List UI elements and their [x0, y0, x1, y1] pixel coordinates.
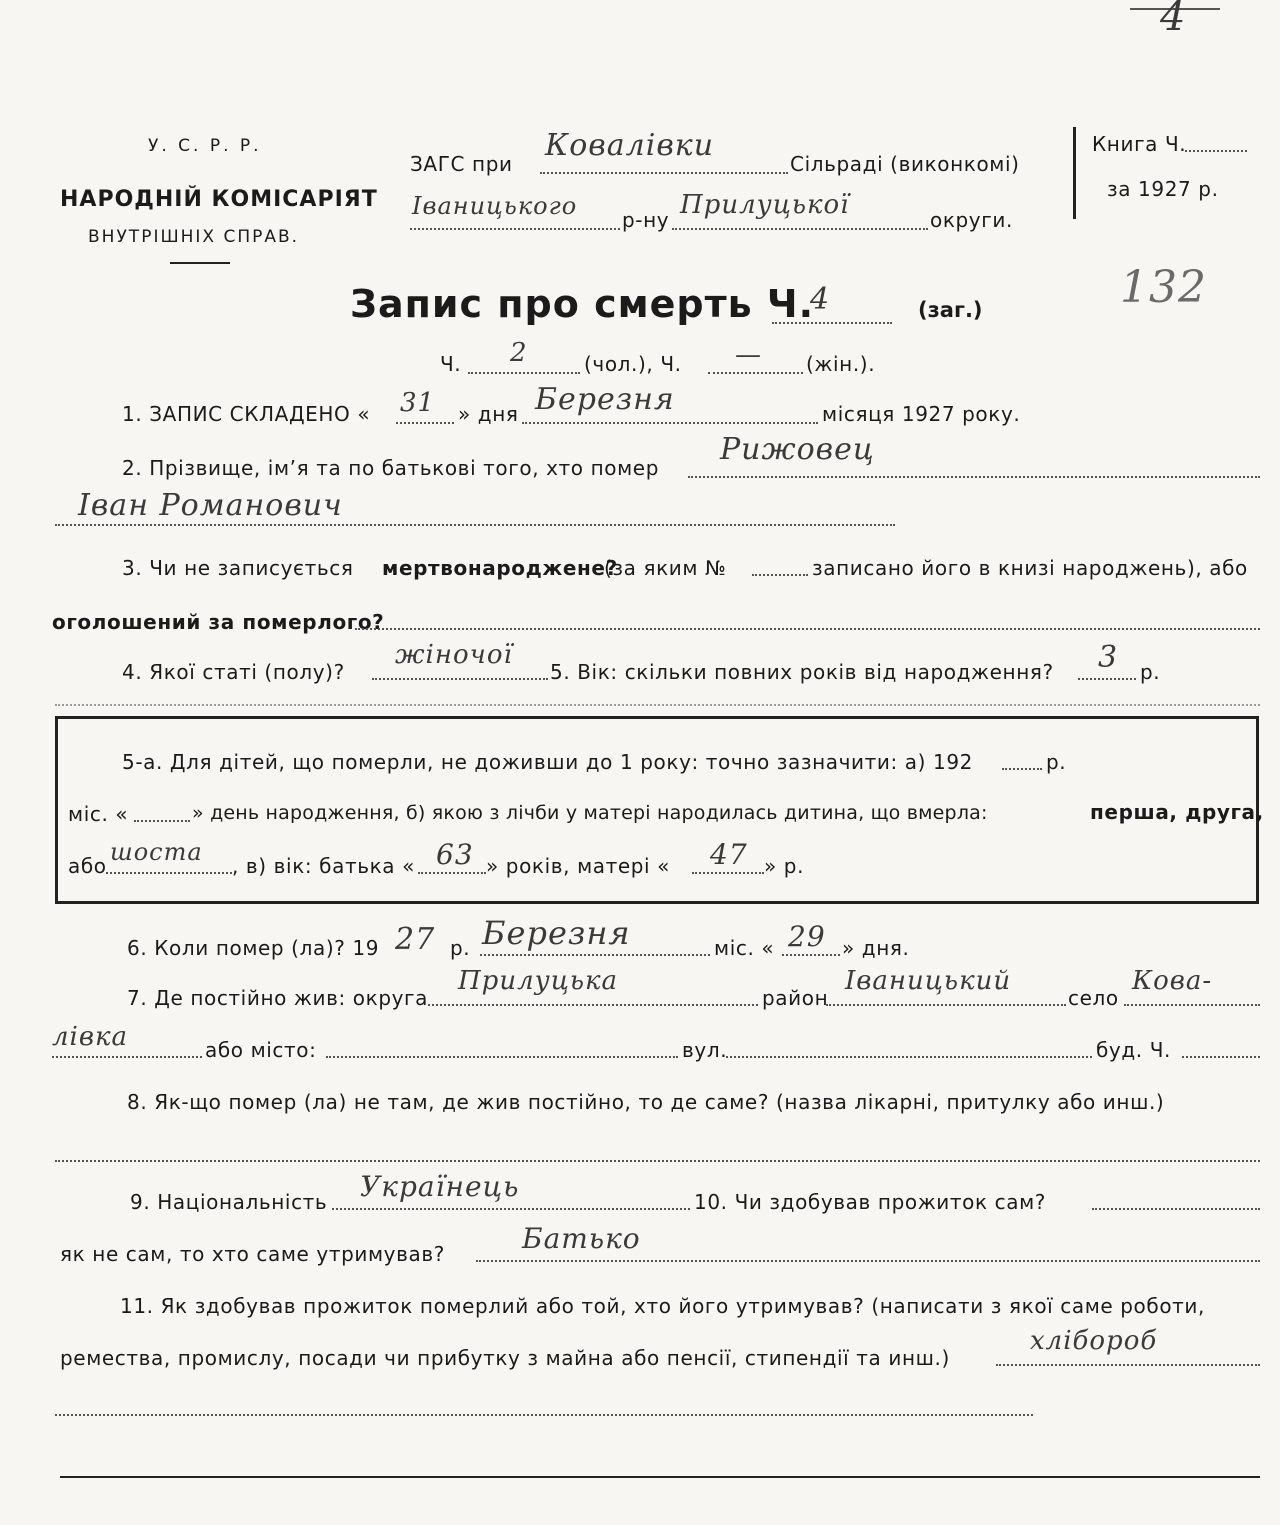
q5a-order-line: [106, 872, 232, 874]
record-number-line: [772, 322, 892, 324]
q9-nationality-line: [332, 1208, 690, 1210]
q6-year-suffix: р.: [450, 936, 471, 960]
q7-label: 7. Де постійно жив: округа: [127, 986, 429, 1010]
q3-stillborn: мертвонароджене?: [382, 556, 618, 580]
separator-dotted: [55, 704, 1260, 706]
q5a-line1-end: р.: [1046, 750, 1067, 774]
count-prefix: Ч.: [440, 352, 462, 376]
q7-vul-label: вул.: [682, 1038, 728, 1062]
q1-day-line: [396, 422, 454, 424]
q7-raion-line: [826, 1004, 1066, 1006]
q6-suffix: » дня.: [842, 936, 910, 960]
q8-label: 8. Як-що помер (ла) не там, де жив постійно, то де саме? (назва лікарні, притулку або инш.): [127, 1090, 1165, 1114]
q10-support-handwritten: Батько: [522, 1222, 641, 1255]
q7-selo-handwritten-2: лівка: [52, 1022, 129, 1052]
q10-label: 10. Чи здобував прожиток сам?: [694, 1190, 1046, 1214]
q5-age-suffix: р.: [1140, 660, 1161, 684]
q4-sex-handwritten: жіночої: [395, 640, 513, 670]
corner-page-number: 4: [1160, 0, 1187, 40]
q1-mid: » дня: [458, 402, 519, 426]
q3-part1: 3. Чи не записується: [122, 556, 354, 580]
q2-surname-handwritten: Рижовец: [720, 432, 875, 467]
q10-answer-line: [1092, 1208, 1260, 1210]
q7-misto-line: [326, 1056, 678, 1058]
q10-support-label: як не сам, то хто саме утримував?: [60, 1242, 445, 1266]
female-count-line: [708, 372, 803, 374]
zags-council-line: [540, 172, 788, 174]
zags-council-handwritten: Ковалівки: [545, 128, 715, 163]
q5a-line1: 5-а. Для дітей, що померли, не доживши до 1 року: точно зазначити: а) 192: [122, 750, 973, 774]
q1-label: 1. ЗАПИС СКЛАДЕНО «: [122, 402, 371, 426]
q7-bud-line: [1182, 1056, 1260, 1058]
q3-part2: (за яким №: [604, 556, 727, 580]
q1-month-line: [522, 422, 818, 424]
q6-year-handwritten: 27: [395, 922, 436, 957]
q11-occupation-line: [996, 1364, 1260, 1366]
q2-label: 2. Прізвище, ім’я та по батькові того, хто помер: [122, 456, 660, 480]
record-title-suffix: (заг.): [918, 298, 983, 322]
book-label: Книга Ч.: [1092, 132, 1187, 156]
q9-nationality-handwritten: Українець: [360, 1170, 520, 1203]
q3-declared-line: [355, 628, 1260, 630]
zags-prefix: ЗАГС при: [410, 152, 513, 176]
q5a-father-age-line: [418, 872, 486, 874]
q2-surname-line: [688, 476, 1260, 478]
q5a-year-line: [1002, 768, 1042, 770]
female-count-label: (жін.).: [806, 352, 876, 376]
q5-label: 5. Вік: скільки повних років від народження?: [550, 660, 1054, 684]
q5a-line2-a: міс. «: [68, 802, 129, 826]
q7-selo-line-2: [52, 1056, 202, 1058]
q7-bud-label: буд. Ч.: [1096, 1038, 1171, 1062]
book-number-line: [1185, 150, 1247, 152]
q1-suffix: місяця 1927 року.: [822, 402, 1021, 426]
q3-part3: записано його в книзі народжень), або: [812, 556, 1248, 580]
zags-okruha-handwritten: Прилуцької: [680, 190, 850, 220]
q1-month-handwritten: Березня: [535, 382, 675, 417]
record-number-handwritten: 4: [810, 282, 831, 317]
q5a-line3-c: » років, матері «: [486, 854, 671, 878]
header-underline: [170, 262, 230, 264]
q10-support-line: [476, 1260, 1260, 1262]
zags-raion-handwritten: Іваницького: [412, 192, 578, 220]
q5a-line3-b: , в) вік: батька «: [232, 854, 415, 878]
q5a-line2-bold: перша, друга,: [1090, 800, 1264, 824]
q5a-mother-age-line: [692, 872, 764, 874]
commissariat-heading: НАРОДНІЙ КОМІСАРІЯТ: [60, 187, 378, 212]
q7-okruha-handwritten: Прилуцька: [458, 966, 619, 996]
margin-record-number: 132: [1120, 262, 1207, 313]
q7-selo-label: село: [1068, 986, 1119, 1010]
q6-label: 6. Коли помер (ла)? 19: [127, 936, 380, 960]
q2-name-line: [55, 524, 895, 526]
q6-mis: міс. «: [714, 936, 775, 960]
q5a-father-age-handwritten: 63: [436, 838, 474, 871]
q7-selo-line: [1124, 1004, 1260, 1006]
zags-okruha-line: [672, 228, 928, 230]
q7-misto-label: або місто:: [205, 1038, 317, 1062]
q7-selo-handwritten-1: Кова-: [1132, 966, 1213, 996]
q4-sex-line: [372, 678, 548, 680]
internal-affairs-heading: ВНУТРІШНІХ СПРАВ.: [88, 227, 300, 247]
q6-month-handwritten: Березня: [482, 914, 631, 952]
male-count-line: [468, 372, 580, 374]
q5a-mother-age-handwritten: 47: [710, 838, 748, 871]
q7-okruha-line: [428, 1004, 758, 1006]
q5a-line2-b: » день народження, б) якою з лічби у матері народилась дитина, що вмерла:: [192, 802, 988, 824]
bottom-rule: [60, 1476, 1260, 1478]
zags-okruha-suffix: округи.: [930, 208, 1013, 232]
book-year: за 1927 р.: [1107, 177, 1219, 201]
q5-age-handwritten: 3: [1098, 640, 1119, 675]
female-count-handwritten: —: [735, 340, 762, 370]
q6-day-handwritten: 29: [788, 920, 826, 953]
q5a-order-handwritten: шоста: [110, 838, 203, 866]
zags-raion-line: [410, 228, 620, 230]
q11-line1: 11. Як здобував прожиток померлий або той, хто його утримував? (написати з якої саме роботи,: [120, 1294, 1205, 1318]
q11-occupation-handwritten: хлібороб: [1030, 1326, 1158, 1356]
zags-council-suffix: Сільраді (виконкомі): [790, 152, 1020, 176]
q11-extra-line: [55, 1414, 1033, 1416]
q4-label: 4. Якої статі (полу)?: [122, 660, 345, 684]
q8-answer-line: [55, 1160, 1260, 1162]
q1-day-handwritten: 31: [400, 388, 436, 418]
q9-label: 9. Національність: [130, 1190, 328, 1214]
q3-declared-dead: оголошений за померлого?: [52, 610, 385, 634]
q5a-line3-d: » р.: [764, 854, 805, 878]
q5a-month-line: [134, 820, 190, 822]
q3-number-line: [752, 574, 808, 576]
usrr-heading: У. С. Р. Р.: [148, 136, 262, 156]
q6-month-line: [480, 954, 710, 956]
q2-name-handwritten: Іван Романович: [78, 488, 343, 523]
male-count-handwritten: 2: [510, 338, 528, 368]
male-count-label: (чол.), Ч.: [584, 352, 682, 376]
q6-day-line: [782, 954, 840, 956]
q7-raion-handwritten: Іваницький: [845, 966, 1012, 996]
q5a-line3-a: або: [68, 854, 107, 878]
record-title: Запис про смерть Ч.: [350, 282, 815, 326]
zags-raion-suffix: р-ну: [622, 208, 670, 232]
q5-age-line: [1078, 678, 1136, 680]
q7-raion-label: район: [762, 986, 829, 1010]
q7-vul-line: [726, 1056, 1092, 1058]
q11-line2: ремества, промислу, посади чи прибутку з майна або пенсії, стипендії та инш.): [60, 1346, 950, 1370]
